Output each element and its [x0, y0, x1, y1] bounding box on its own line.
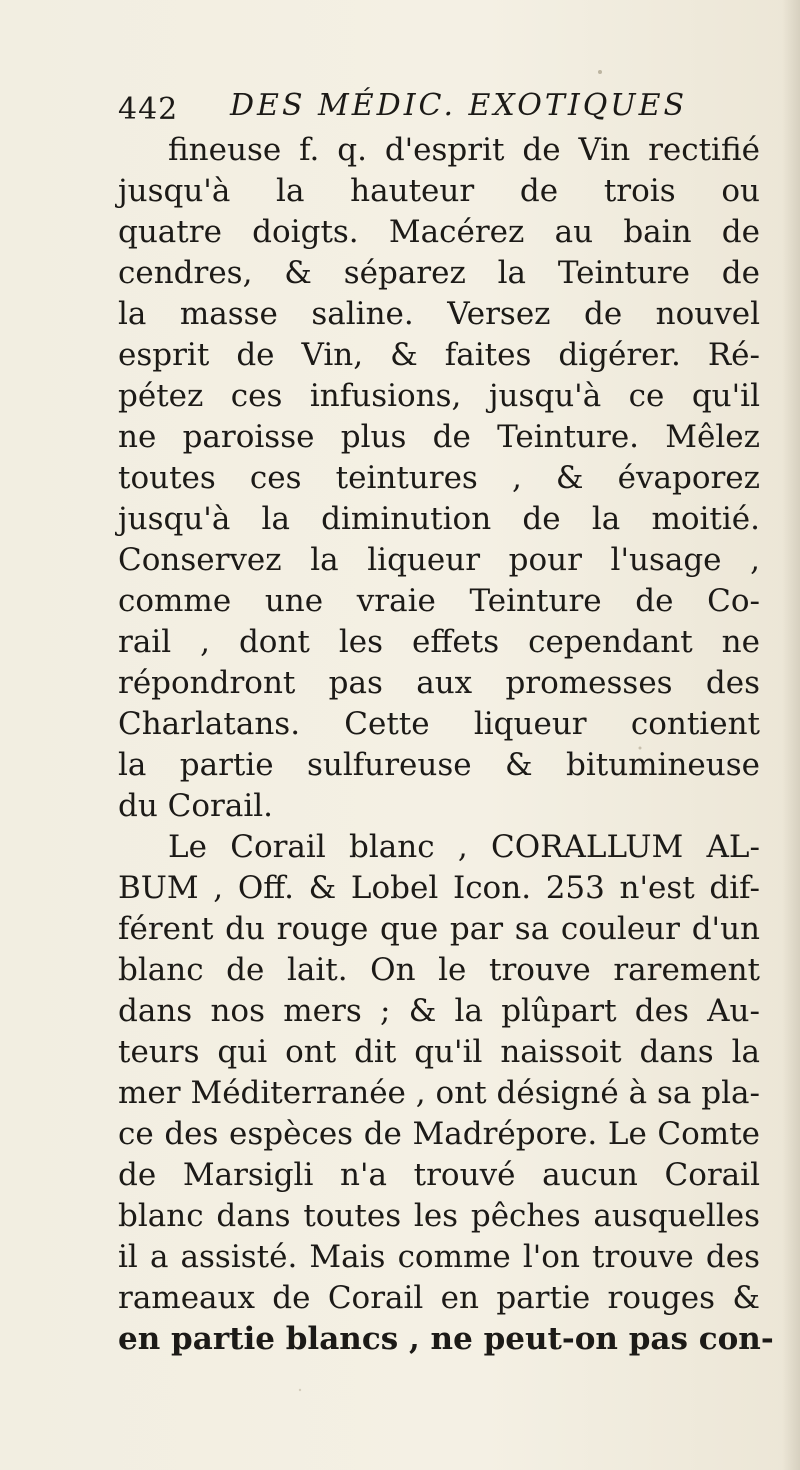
running-head: DES MÉDIC. EXOTIQUES — [230, 88, 688, 123]
text-line: du Corail. — [118, 788, 274, 824]
text-line: jusqu'à la diminution de la moitié. — [118, 501, 760, 537]
text-line: comme une vraie Teinture de Co- — [118, 583, 760, 619]
text-line: de Marsigli n'a trouvé aucun Corail — [118, 1157, 760, 1193]
text-line: esprit de Vin, & faites digérer. Ré- — [118, 337, 760, 373]
text-line: la partie sulfureuse & bitumineuse — [118, 747, 760, 783]
text-line: ce des espèces de Madrépore. Le Comte — [118, 1116, 760, 1152]
text-line: blanc de lait. On le trouve rarement — [118, 952, 760, 988]
text-line: teurs qui ont dit qu'il naissoit dans la — [118, 1034, 760, 1070]
text-line: rameaux de Corail en partie rouges & — [118, 1280, 760, 1316]
text-line: dans nos mers ; & la plûpart des Au- — [118, 993, 760, 1029]
text-line: jusqu'à la hauteur de trois ou — [118, 173, 760, 209]
text-line: en partie blancs , ne peut-on pas con- — [118, 1321, 774, 1357]
text-line: BUM , Off. & Lobel Icon. 253 n'est dif- — [118, 870, 760, 906]
text-line: fineuse f. q. d'esprit de Vin rectifié — [168, 132, 760, 168]
page-number: 442 — [118, 92, 179, 127]
text-line: quatre doigts. Macérez au bain de — [118, 214, 760, 250]
text-line: férent du rouge que par sa couleur d'un — [118, 911, 760, 947]
text-line: cendres, & séparez la Teinture de — [118, 255, 760, 291]
text-line: il a assisté. Mais comme l'on trouve des — [118, 1239, 760, 1275]
text-line: Conservez la liqueur pour l'usage , — [118, 542, 760, 578]
text-line: pétez ces infusions, jusqu'à ce qu'il — [118, 378, 760, 414]
text-line: Le Corail blanc , CORALLUM AL- — [168, 829, 760, 865]
page-edge-shadow — [782, 0, 800, 1470]
page-header — [118, 88, 758, 130]
text-line: Charlatans. Cette liqueur contient — [118, 706, 760, 742]
text-line: toutes ces teintures , & évaporez — [118, 460, 760, 496]
text-line: répondront pas aux promesses des — [118, 665, 760, 701]
text-line: rail , dont les effets cependant ne — [118, 624, 760, 660]
text-line: blanc dans toutes les pêches ausquelles — [118, 1198, 760, 1234]
text-line: mer Méditerranée , ont désigné à sa pla- — [118, 1075, 760, 1111]
text-line: ne paroisse plus de Teinture. Mêlez — [118, 419, 760, 455]
text-line: la masse saline. Versez de nouvel — [118, 296, 760, 332]
